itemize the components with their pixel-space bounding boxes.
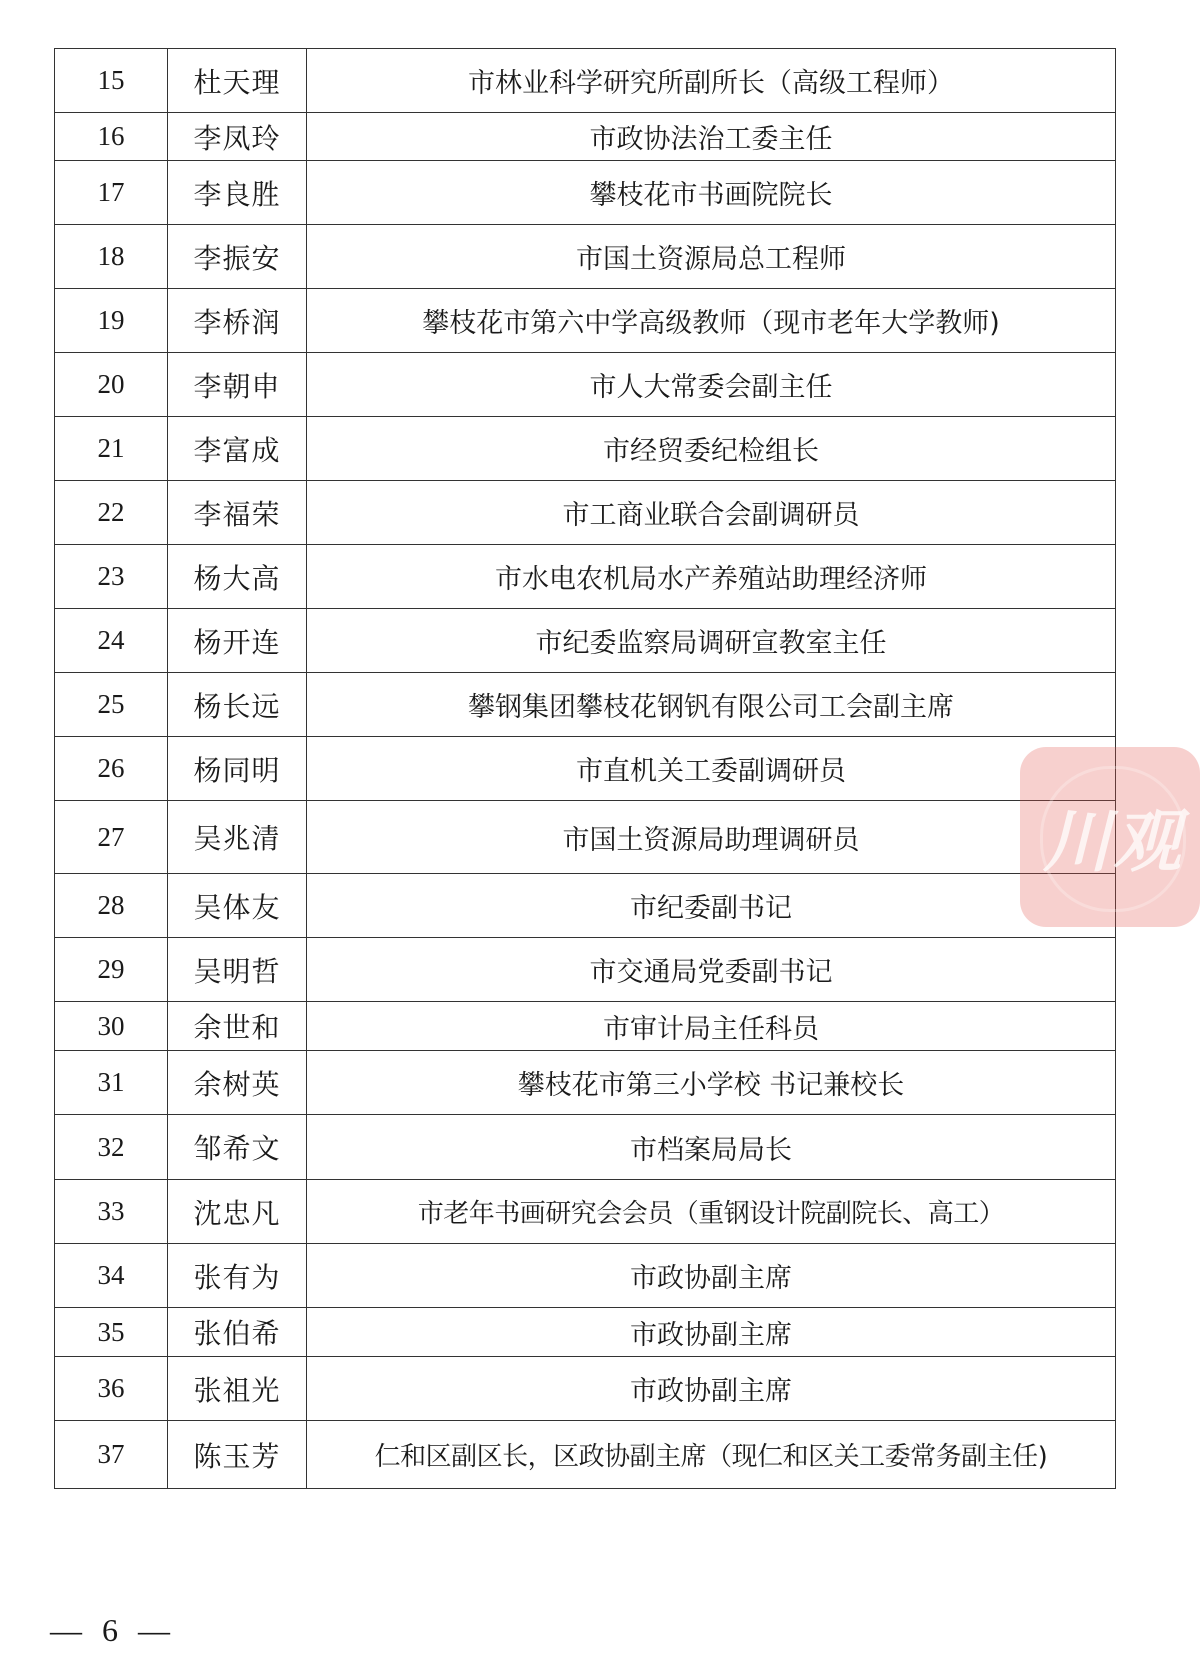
position-title: 攀钢集团攀枝花钢钒有限公司工会副主席 <box>307 673 1116 737</box>
table-row <box>55 481 1116 545</box>
person-name: 邹希文 <box>168 1115 307 1180</box>
person-name: 吴兆清 <box>168 801 307 874</box>
table-row <box>55 161 1116 225</box>
person-name: 沈忠凡 <box>168 1180 307 1244</box>
table-row <box>55 1357 1116 1421</box>
position-title: 市政协副主席 <box>307 1308 1116 1357</box>
row-number: 27 <box>55 801 168 874</box>
position-title: 市国土资源局助理调研员 <box>307 801 1116 874</box>
table-row <box>55 289 1116 353</box>
row-number: 37 <box>55 1421 168 1489</box>
row-number: 35 <box>55 1308 168 1357</box>
row-number: 18 <box>55 225 168 289</box>
person-name: 余树英 <box>168 1051 307 1115</box>
position-title: 市直机关工委副调研员 <box>307 737 1116 801</box>
row-number: 25 <box>55 673 168 737</box>
person-name: 李桥润 <box>168 289 307 353</box>
table-row <box>55 545 1116 609</box>
table-row <box>55 1180 1116 1244</box>
person-name: 余世和 <box>168 1002 307 1051</box>
row-number: 20 <box>55 353 168 417</box>
row-number: 36 <box>55 1357 168 1421</box>
watermark-text: 川观 <box>1042 803 1183 882</box>
person-name: 杨长远 <box>168 673 307 737</box>
person-name: 张祖光 <box>168 1357 307 1421</box>
row-number: 26 <box>55 737 168 801</box>
row-number: 28 <box>55 874 168 938</box>
table-row <box>55 1421 1116 1489</box>
table-row <box>55 225 1116 289</box>
row-number: 15 <box>55 49 168 113</box>
person-name: 张有为 <box>168 1244 307 1308</box>
position-title: 仁和区副区长，区政协副主席（现仁和区关工委常务副主任) <box>307 1421 1116 1489</box>
position-title: 攀枝花市第六中学高级教师（现市老年大学教师) <box>307 289 1116 353</box>
table-row <box>55 874 1116 938</box>
roster-table <box>54 48 1116 1489</box>
position-title: 市审计局主任科员 <box>307 1002 1116 1051</box>
table-row <box>55 113 1116 161</box>
position-title: 市政协法治工委主任 <box>307 113 1116 161</box>
page-number: — 6 — <box>50 1612 176 1648</box>
person-name: 李富成 <box>168 417 307 481</box>
row-number: 21 <box>55 417 168 481</box>
person-name: 杜天理 <box>168 49 307 113</box>
row-number: 24 <box>55 609 168 673</box>
table-row <box>55 938 1116 1002</box>
position-title: 市老年书画研究会会员（重钢设计院副院长、高工） <box>307 1180 1116 1244</box>
table-row <box>55 737 1116 801</box>
position-title: 市政协副主席 <box>307 1357 1116 1421</box>
person-name: 杨开连 <box>168 609 307 673</box>
row-number: 32 <box>55 1115 168 1180</box>
person-name: 张伯希 <box>168 1308 307 1357</box>
table-row <box>55 353 1116 417</box>
person-name: 李朝申 <box>168 353 307 417</box>
position-title: 市工商业联合会副调研员 <box>307 481 1116 545</box>
position-title: 市人大常委会副主任 <box>307 353 1116 417</box>
position-title: 市档案局局长 <box>307 1115 1116 1180</box>
row-number: 29 <box>55 938 168 1002</box>
person-name: 杨大高 <box>168 545 307 609</box>
table-row <box>55 49 1116 113</box>
person-name: 李振安 <box>168 225 307 289</box>
person-name: 杨同明 <box>168 737 307 801</box>
position-title: 市纪委副书记 <box>307 874 1116 938</box>
row-number: 31 <box>55 1051 168 1115</box>
row-number: 30 <box>55 1002 168 1051</box>
table-row <box>55 1308 1116 1357</box>
roster-body <box>55 49 1116 1489</box>
row-number: 19 <box>55 289 168 353</box>
table-row <box>55 1002 1116 1051</box>
person-name: 吴体友 <box>168 874 307 938</box>
position-title: 市纪委监察局调研宣教室主任 <box>307 609 1116 673</box>
person-name: 李良胜 <box>168 161 307 225</box>
person-name: 吴明哲 <box>168 938 307 1002</box>
position-title: 市经贸委纪检组长 <box>307 417 1116 481</box>
row-number: 17 <box>55 161 168 225</box>
position-title: 市政协副主席 <box>307 1244 1116 1308</box>
row-number: 34 <box>55 1244 168 1308</box>
table-row <box>55 673 1116 737</box>
table-row <box>55 1244 1116 1308</box>
position-title: 市林业科学研究所副所长（高级工程师） <box>307 49 1116 113</box>
person-name: 李凤玲 <box>168 113 307 161</box>
person-name: 陈玉芳 <box>168 1421 307 1489</box>
row-number: 33 <box>55 1180 168 1244</box>
position-title: 市水电农机局水产养殖站助理经济师 <box>307 545 1116 609</box>
person-name: 李福荣 <box>168 481 307 545</box>
table-row <box>55 1051 1116 1115</box>
position-title: 攀枝花市第三小学校 书记兼校长 <box>307 1051 1116 1115</box>
position-title: 市国土资源局总工程师 <box>307 225 1116 289</box>
row-number: 16 <box>55 113 168 161</box>
position-title: 市交通局党委副书记 <box>307 938 1116 1002</box>
table-row <box>55 417 1116 481</box>
row-number: 23 <box>55 545 168 609</box>
position-title: 攀枝花市书画院院长 <box>307 161 1116 225</box>
table-row <box>55 1115 1116 1180</box>
table-row <box>55 801 1116 874</box>
table-row <box>55 609 1116 673</box>
row-number: 22 <box>55 481 168 545</box>
